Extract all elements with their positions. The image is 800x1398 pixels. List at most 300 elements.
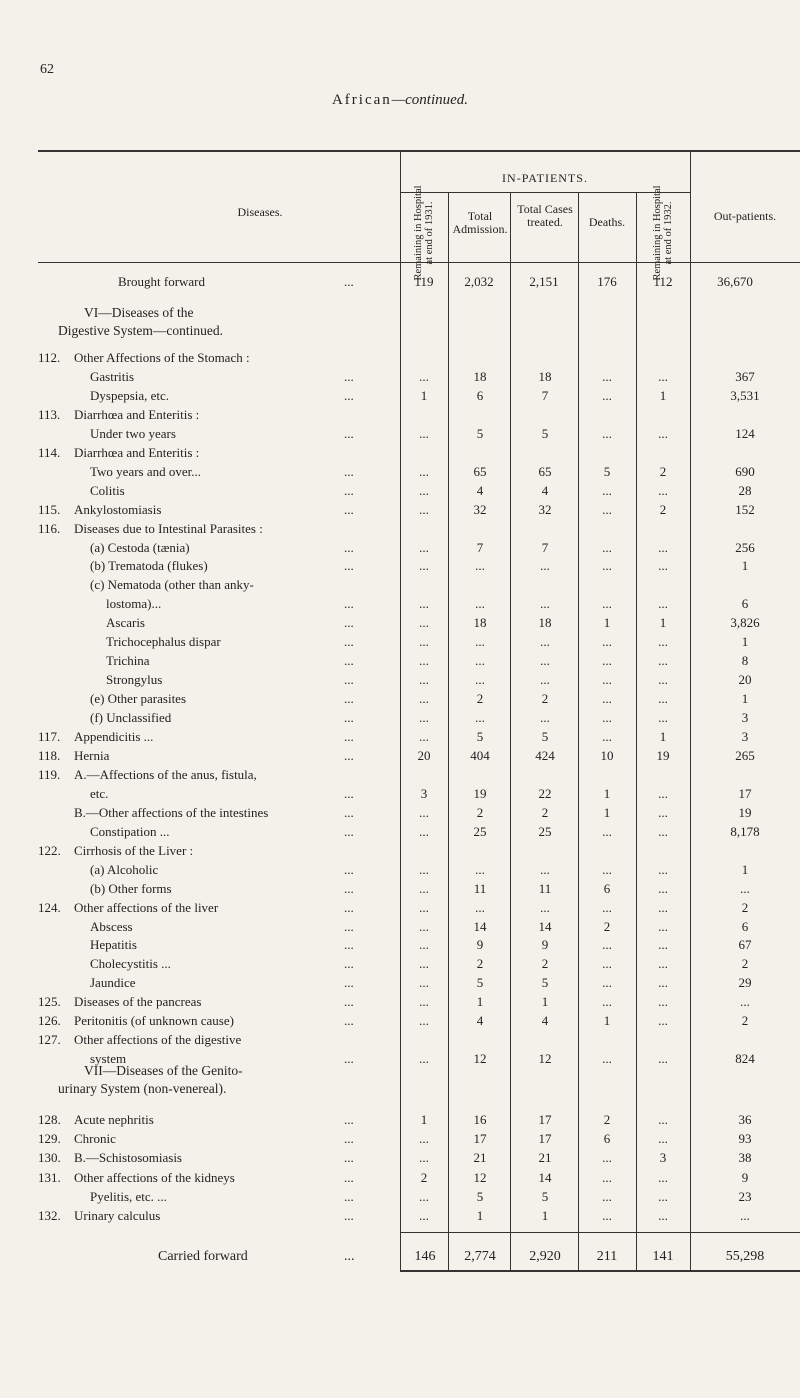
cell-col-3: 2 [603,1112,611,1127]
table-row [0,1013,800,1033]
cell-col-5: 20 [738,672,752,688]
cell-col-4: ... [658,539,668,555]
row-number: 124. [38,899,61,915]
table-row [0,558,800,578]
cell-col-2: 2 [541,956,549,972]
cell-col-2: ... [540,596,550,612]
cell-col-0: ... [419,482,429,498]
row-number: 122. [38,842,61,858]
cell-col-1: 12 [473,1051,487,1067]
dot-leader: ... [344,274,354,289]
dot-leader: ... [344,615,354,631]
table-row [0,634,800,654]
cell-col-4: 1 [659,729,667,744]
brought-forward-row [0,274,800,294]
cell-col-0: 1 [420,387,428,403]
cell-col-4: 19 [656,747,670,763]
cell-col-0: ... [419,918,429,934]
cell-col-4: ... [658,425,668,441]
section-vi-line2: Digestive System—continued. [58,323,223,338]
cell-col-4: 2 [659,501,667,517]
cell-col-5: 38 [738,1150,752,1166]
dot-leader: ... [344,918,354,934]
table-row [0,672,800,692]
cell-col-2: 4 [541,482,549,498]
row-number: 130. [38,1150,61,1166]
cell-col-1: 65 [473,463,487,479]
row-label: Constipation ... [90,823,170,839]
table-row [0,994,800,1014]
table-row [0,483,800,503]
cell-col-2: 7 [541,539,549,555]
cell-col-4: ... [658,937,668,953]
table-row [0,596,800,616]
cell-col-1: ... [475,861,485,877]
cell-col-1: 11 [473,880,487,896]
cell-col-1: 404 [470,747,490,763]
row-label: etc. [90,785,109,801]
row-number: 127. [38,1032,61,1048]
table-row [0,1150,800,1170]
cell-col-1: 2 [476,691,484,707]
cell-col-2: 1 [541,1208,549,1223]
row-label: Trichocephalus dispar [106,634,221,650]
cell-col-5: 67 [738,937,752,953]
cell-col-2: 5 [541,975,549,991]
cell-col-0: ... [419,861,429,877]
cell-col-2: 14 [538,1169,552,1185]
cell-col-4: ... [658,710,668,726]
row-label: Peritonitis (of unknown cause) [74,1013,234,1029]
cell-col-5: 19 [738,804,752,820]
row-label: system [90,1051,127,1067]
row-label: Cirrhosis of the Liver : [74,842,194,858]
header-diseases: Diseases. [237,205,283,219]
row-label: Gastritis [90,368,135,384]
cell-col-1: 18 [473,368,487,384]
cell-col-3: ... [602,1150,612,1166]
table-row [0,521,800,541]
cell-col-5: 367 [735,368,755,384]
cell-col-2: 22 [538,785,552,801]
row-label: Dyspepsia, etc. [90,387,170,403]
cell-col-1: 19 [473,785,487,801]
cell-col-0: 1 [420,1112,428,1127]
row-number: 128. [38,1112,61,1127]
dot-leader: ... [344,425,354,441]
cell-col-1: 21 [473,1150,487,1166]
cell-col-4: ... [658,672,668,688]
cell-col-1: 16 [473,1112,487,1127]
cell-col-5: 6 [741,596,749,612]
table-row [0,1032,800,1052]
cell-col-5: 824 [735,1051,755,1067]
dot-leader: ... [344,785,354,801]
dot-leader: ... [344,691,354,707]
cell-col-2: 5 [541,1188,549,1204]
cell-col-3: ... [602,501,612,517]
table-top-rule [38,150,800,152]
cell-col-1: 9 [476,937,484,953]
row-number: 116. [38,520,61,536]
cell-col-2: ... [540,558,550,574]
dot-leader: ... [344,937,354,953]
cell-col-4: ... [658,975,668,991]
cell-col-4: ... [658,634,668,650]
cell-col-5: 2 [741,1013,749,1029]
row-label: Two years and over... [90,463,202,479]
cell-col-3: ... [602,899,612,915]
footer-bottom-rule [400,1270,800,1272]
cell-col-4: ... [658,956,668,972]
cell-col-3: ... [602,1188,612,1204]
cell-col-2: 11 [538,880,552,896]
cell-col-3: ... [602,823,612,839]
cell-col-2: 17 [538,1131,552,1147]
cell-col-1: ... [475,899,485,915]
dot-leader: ... [344,1169,354,1185]
row-label: Appendicitis ... [74,729,154,744]
cell-col-1: 32 [473,501,487,517]
table-row [0,881,800,901]
dot-leader: ... [344,710,354,726]
cell-col-4: ... [658,785,668,801]
cell-col-3: ... [602,975,612,991]
cell-col-2: 7 [541,387,549,403]
cell-col-3: ... [602,539,612,555]
cell-col-0: 20 [417,747,431,763]
cell-col-0: ... [419,672,429,688]
cell-col-1: ... [475,653,485,669]
cell-col-3: ... [602,387,612,403]
cell-col-2: ... [540,653,550,669]
header-remaining-1932: Remaining in Hospital at end of 1932. [652,185,674,281]
table-row [0,407,800,427]
cell-col-1: 25 [473,823,487,839]
dot-leader: ... [344,823,354,839]
cell-col-4: ... [658,918,668,934]
brought-val-4: 112 [653,274,673,289]
row-number: 118. [38,747,61,763]
cell-col-3: 6 [603,1131,611,1147]
cell-col-4: ... [658,1051,668,1067]
cell-col-5: 36 [738,1112,752,1127]
cell-col-4: ... [658,482,668,498]
row-label: Diseases of the pancreas [74,994,202,1010]
table-row [0,1170,800,1190]
row-number: 112. [38,350,61,365]
carried-forward-label: Carried forward [158,1249,248,1264]
cell-col-5: ... [740,880,750,896]
cell-col-4: ... [658,880,668,896]
row-number: 113. [38,406,61,422]
table-row [0,1131,800,1151]
cell-col-3: 6 [603,880,611,896]
row-label: Urinary calculus [74,1208,161,1223]
dot-leader: ... [344,729,354,744]
table-row [0,975,800,995]
cell-col-4: 2 [659,463,667,479]
cell-col-0: ... [419,899,429,915]
row-number: 114. [38,444,61,460]
dot-leader: ... [344,634,354,650]
cell-col-1: ... [475,672,485,688]
row-label: A.—Affections of the anus, fistula, [74,766,257,782]
cell-col-3: ... [602,994,612,1010]
cell-col-1: 4 [476,1013,484,1029]
cell-col-2: 5 [541,729,549,744]
cell-col-5: 3,531 [730,387,760,403]
table-row [0,577,800,597]
cell-col-0: 3 [420,785,428,801]
cell-col-0: ... [419,501,429,517]
cell-col-0: ... [419,994,429,1010]
cell-col-5: 93 [738,1131,752,1147]
cell-col-1: 1 [476,994,484,1010]
cell-col-3: ... [602,672,612,688]
brought-val-5: 36,670 [717,274,753,289]
row-label: Trichina [106,653,150,669]
section-vi-line1: VI—Diseases of the [84,305,194,320]
cell-col-1: 5 [476,1188,484,1204]
cell-col-1: 14 [473,918,487,934]
page-number: 62 [40,62,54,77]
cell-col-1: ... [475,634,485,650]
title-main: African [331,92,392,108]
cell-col-0: ... [419,729,429,744]
dot-leader: ... [344,899,354,915]
footer-top-rule [400,1232,800,1233]
cell-col-1: ... [475,558,485,574]
cell-col-0: ... [419,634,429,650]
header-in-patients: IN-PATIENTS. [502,171,588,185]
row-label: Cholecystitis ... [90,956,171,972]
dot-leader: ... [344,1249,355,1264]
row-label: Acute nephritis [74,1112,154,1127]
cell-col-2: 12 [538,1051,552,1067]
row-number: 126. [38,1013,61,1029]
row-label: Diarrhœa and Enteritis : [74,406,200,422]
cell-col-3: ... [602,368,612,384]
dot-leader: ... [344,653,354,669]
row-label: (a) Cestoda (tænia) [90,539,190,555]
cell-col-0: ... [419,463,429,479]
cell-col-1: 5 [476,425,484,441]
cell-col-4: ... [658,1208,668,1223]
row-label: Diseases due to Intestinal Parasites : [74,520,263,536]
cell-col-1: 4 [476,482,484,498]
row-label: Hepatitis [90,937,137,953]
cell-col-5: 9 [741,1169,749,1185]
cell-col-4: ... [658,994,668,1010]
cell-col-5: 3 [741,710,749,726]
cell-col-5: 3 [741,729,749,744]
cell-col-3: 1 [603,785,611,801]
cell-col-2: 424 [535,747,555,763]
cell-col-2: ... [540,899,550,915]
cell-col-2: 2 [541,804,549,820]
dot-leader: ... [344,1188,354,1204]
header-deaths: Deaths. [588,215,626,229]
row-label: (f) Unclassified [90,710,172,726]
cell-col-5: 2 [741,899,749,915]
cell-col-3: 5 [603,463,611,479]
cell-col-2: ... [540,861,550,877]
cell-col-2: 4 [541,1013,549,1029]
table-row [0,729,800,749]
cell-col-3: ... [602,1051,612,1067]
cell-col-2: 18 [538,368,552,384]
cell-col-2: 2 [541,691,549,707]
dot-leader: ... [344,747,354,763]
cell-col-0: ... [419,1188,429,1204]
cell-col-3: ... [602,710,612,726]
row-label: Pyelitis, etc. ... [90,1188,167,1204]
cell-col-3: ... [602,956,612,972]
header-remaining-1931: Remaining in Hospital at end of 1931. [413,185,435,281]
cell-col-5: 28 [738,482,752,498]
dot-leader: ... [344,672,354,688]
carried-val-1: 2,774 [464,1249,496,1264]
cell-col-0: ... [419,823,429,839]
cell-col-0: ... [419,615,429,631]
table-row [0,653,800,673]
cell-col-3: ... [602,634,612,650]
row-label: B.—Other affections of the intestines [74,804,269,820]
cell-col-2: 9 [541,937,549,953]
cell-col-2: 14 [538,918,552,934]
cell-col-5: 1 [741,558,749,574]
cell-col-0: 2 [420,1169,428,1185]
cell-col-1: 17 [473,1131,487,1147]
cell-col-3: 1 [603,804,611,820]
header-out-patients: Out-patients. [713,209,777,223]
dot-leader: ... [344,482,354,498]
dot-leader: ... [344,956,354,972]
carried-val-5: 55,298 [725,1249,765,1264]
cell-col-0: ... [419,691,429,707]
cell-col-0: ... [419,1051,429,1067]
cell-col-0: ... [419,1013,429,1029]
brought-forward-label: Brought forward [118,274,206,289]
carried-forward-row [0,1249,800,1269]
cell-col-3: ... [602,729,612,744]
table-row [0,900,800,920]
cell-col-5: 17 [738,785,752,801]
carried-val-4: 141 [652,1249,674,1264]
table-row [0,956,800,976]
cell-col-1: 2 [476,804,484,820]
cell-col-2: 65 [538,463,552,479]
cell-col-3: ... [602,691,612,707]
dot-leader: ... [344,994,354,1010]
section-vii-heading [58,1062,243,1098]
dot-leader: ... [344,1208,354,1223]
table-row [0,843,800,863]
row-label: (b) Trematoda (flukes) [90,558,208,574]
cell-col-5: 8,178 [730,823,760,839]
cell-col-1: ... [475,596,485,612]
row-label: Colitis [90,482,125,498]
cell-col-4: ... [658,596,668,612]
row-label: Other Affections of the Stomach : [74,350,250,365]
cell-col-4: ... [658,1169,668,1185]
table-row [0,369,800,389]
cell-col-4: ... [658,1112,668,1127]
dot-leader: ... [344,596,354,612]
row-label: Chronic [74,1131,116,1147]
table-row [0,388,800,408]
cell-col-0: ... [419,937,429,953]
dot-leader: ... [344,1112,354,1127]
cell-col-5: 3,826 [730,615,760,631]
section-vii-line1: VII—Diseases of the Genito- [84,1063,243,1078]
cell-col-2: 32 [538,501,552,517]
cell-col-2: 5 [541,425,549,441]
cell-col-2: 18 [538,615,552,631]
cell-col-3: 1 [603,615,611,631]
cell-col-3: ... [602,596,612,612]
cell-col-4: ... [658,823,668,839]
cell-col-4: ... [658,1013,668,1029]
cell-col-2: ... [540,634,550,650]
table-row [0,350,800,370]
row-number: 132. [38,1208,61,1223]
table-row [0,748,800,768]
cell-col-1: 12 [473,1169,487,1185]
cell-col-5: 6 [741,918,749,934]
cell-col-2: 17 [538,1112,552,1127]
cell-col-5: 124 [735,425,755,441]
table-row [0,1189,800,1209]
cell-col-0: ... [419,880,429,896]
cell-col-4: ... [658,1188,668,1204]
row-number: 115. [38,501,61,517]
row-label: Abscess [90,918,133,934]
dot-leader: ... [344,1150,354,1166]
cell-col-5: 2 [741,956,749,972]
title-continued: —continued. [391,92,469,108]
cell-col-1: ... [475,710,485,726]
table-row [0,1112,800,1132]
row-label: (c) Nematoda (other than anky- [90,577,254,593]
header-total-cases: Total Cases treated. [517,202,573,229]
dot-leader: ... [344,804,354,820]
dot-leader: ... [344,463,354,479]
table-row [0,767,800,787]
cell-col-0: ... [419,425,429,441]
cell-col-4: ... [658,1131,668,1147]
cell-col-4: ... [658,653,668,669]
cell-col-3: 10 [600,747,614,763]
table-row [0,786,800,806]
cell-col-2: 25 [538,823,552,839]
cell-col-0: ... [419,1131,429,1147]
cell-col-3: ... [602,1208,612,1223]
cell-col-0: ... [419,956,429,972]
row-number: 119. [38,766,61,782]
page-title [0,92,800,109]
cell-col-3: 2 [603,918,611,934]
cell-col-3: ... [602,558,612,574]
cell-col-3: ... [602,1169,612,1185]
table-row [0,540,800,560]
brought-val-3: 176 [597,274,617,289]
cell-col-5: 1 [741,861,749,877]
dot-leader: ... [344,558,354,574]
cell-col-5: 29 [738,975,752,991]
cell-col-0: ... [419,558,429,574]
